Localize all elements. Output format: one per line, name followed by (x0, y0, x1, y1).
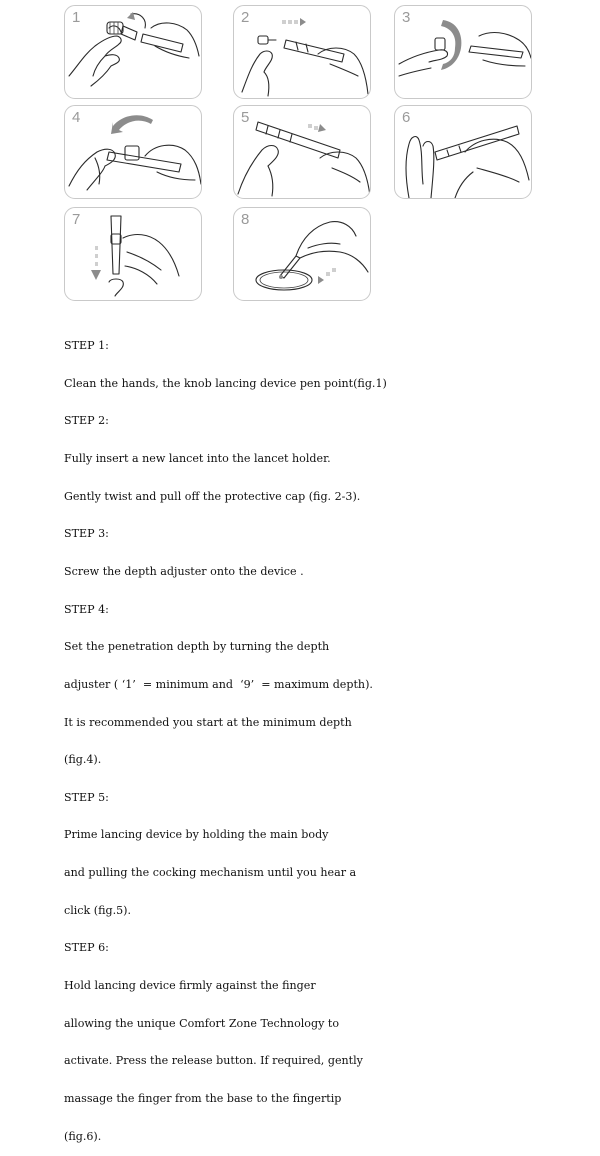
figure-number: 5 (241, 109, 250, 126)
instruction-line: (fig.6). (64, 1129, 102, 1143)
instruction-line: Fully insert a new lancet into the lancet holder. (64, 452, 331, 466)
instruction-line: STEP 4: (64, 602, 109, 616)
figure-1-panel (64, 5, 202, 99)
figure-number: 8 (241, 211, 250, 228)
inserting-lancet-illustration (234, 6, 371, 99)
instruction-line: STEP 2: (64, 414, 109, 428)
figure-number: 2 (241, 9, 250, 26)
instruction-line: It is recommended you start at the minimum depth (64, 715, 352, 729)
blood-sample-illustration (234, 208, 371, 301)
instruction-line: Gently twist and pull off the protective cap (fig. 2-3). (64, 489, 361, 503)
figure-2-panel (233, 5, 371, 99)
instruction-line: massage the finger from the base to the fingertip (64, 1091, 342, 1105)
instruction-line: activate. Press the release button. If required, gently (64, 1054, 363, 1068)
instruction-line: STEP 1: (64, 339, 109, 353)
instructions-text (64, 315, 504, 1156)
instruction-line: and pulling the cocking mechanism until you hear a (64, 866, 357, 880)
figure-number: 4 (72, 109, 81, 126)
figure-number: 7 (72, 211, 81, 228)
instruction-line: allowing the unique Comfort Zone Technology to (64, 1016, 340, 1030)
instruction-line: Screw the depth adjuster onto the device . (64, 564, 304, 578)
pull-off-cap-illustration (395, 6, 532, 99)
figure-3-panel (394, 5, 532, 99)
priming-device-illustration (234, 106, 371, 199)
instruction-line: Clean the hands, the knob lancing device pen point(fig.1) (64, 376, 387, 390)
instruction-line: Hold lancing device firmly against the finger (64, 978, 316, 992)
instruction-line: click (fig.5). (64, 903, 132, 917)
figure-number: 6 (402, 109, 411, 126)
set-depth-adjuster-illustration (65, 106, 202, 199)
figure-4-panel (64, 105, 202, 199)
figure-5-panel (233, 105, 371, 199)
instruction-line: (fig.4). (64, 753, 102, 767)
instruction-line: STEP 5: (64, 790, 109, 804)
instruction-line: Prime lancing device by holding the main body (64, 828, 329, 842)
press-release-illustration (65, 208, 202, 301)
device-against-finger-illustration (395, 106, 532, 199)
instruction-line: adjuster ( ‘1’ = minimum and ‘9’ = maximum depth). (64, 677, 373, 691)
hands-twisting-knob-illustration (65, 6, 202, 99)
instruction-line: STEP 6: (64, 941, 109, 955)
figure-number: 1 (72, 9, 81, 26)
figure-7-panel (64, 207, 202, 301)
figure-6-panel (394, 105, 532, 199)
figure-8-panel (233, 207, 371, 301)
instruction-line: Set the penetration depth by turning the depth (64, 640, 330, 654)
instruction-line: STEP 3: (64, 527, 109, 541)
figure-number: 3 (402, 9, 411, 26)
